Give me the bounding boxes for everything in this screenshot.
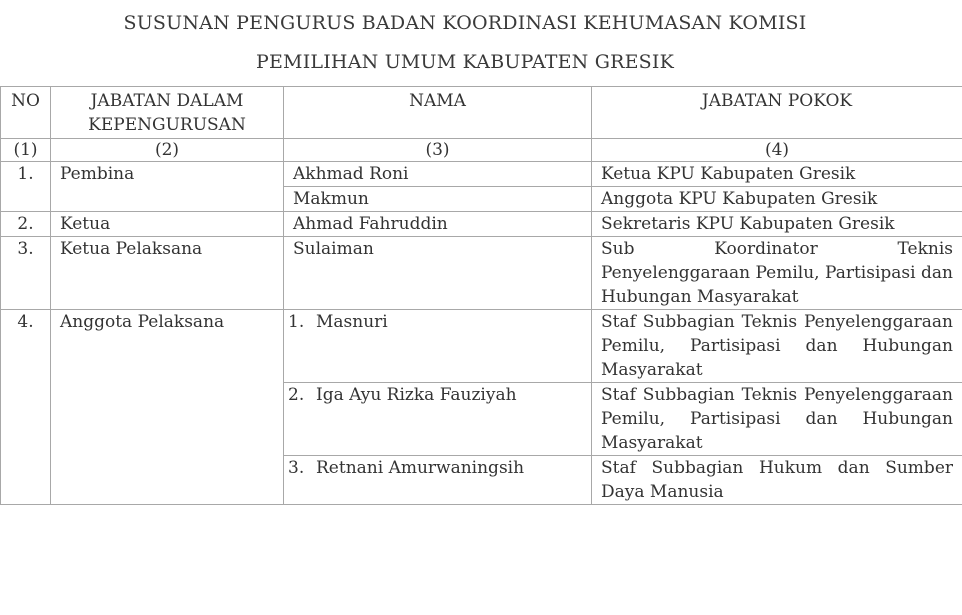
member-jabatan-pokok: Staf Subbagian Hukum dan Sumber Daya Manusia bbox=[592, 456, 962, 505]
member-name: Sulaiman bbox=[284, 237, 592, 310]
jabatan-kepengurusan: Ketua bbox=[51, 212, 284, 237]
member-jabatan-pokok: Sekretaris KPU Kabupaten Gresik bbox=[592, 212, 962, 237]
table-row bbox=[1, 212, 962, 237]
member-name: Retnani Amurwaningsih bbox=[316, 458, 525, 478]
organization-table bbox=[0, 86, 962, 505]
table-row bbox=[1, 237, 962, 310]
table-header-row bbox=[1, 87, 962, 139]
document-title-line-1: SUSUNAN PENGURUS BADAN KOORDINASI KEHUMASAN KOMISI bbox=[123, 12, 807, 34]
table-row bbox=[1, 310, 962, 383]
column-number: (4) bbox=[592, 139, 962, 162]
member-jabatan-pokok: Ketua KPU Kabupaten Gresik bbox=[592, 162, 962, 187]
table-row bbox=[1, 162, 962, 187]
member-name: Ahmad Fahruddin bbox=[284, 212, 592, 237]
column-number-row bbox=[1, 139, 962, 162]
member-index: 1. bbox=[288, 312, 305, 332]
document-title-line-2: PEMILIHAN UMUM KABUPATEN GRESIK bbox=[256, 51, 674, 73]
member-name: Akhmad Roni bbox=[284, 162, 592, 187]
header-jabatan-pokok: JABATAN POKOK bbox=[592, 87, 962, 139]
row-number: 1. bbox=[1, 162, 51, 212]
member-jabatan-pokok: Staf Subbagian Teknis Penyelenggaraan Pemilu, Partisipasi dan Hubungan Masyarakat bbox=[592, 310, 962, 383]
member-index: 2. bbox=[288, 385, 305, 405]
column-number: (2) bbox=[51, 139, 284, 162]
row-number: 3. bbox=[1, 237, 51, 310]
member-name: Masnuri bbox=[316, 312, 388, 332]
column-number: (3) bbox=[284, 139, 592, 162]
header-jabatan-kepengurusan: JABATAN DALAM KEPENGURUSAN bbox=[51, 87, 284, 139]
member-name: Makmun bbox=[284, 187, 592, 212]
jabatan-kepengurusan: Anggota Pelaksana bbox=[51, 310, 284, 505]
row-number: 2. bbox=[1, 212, 51, 237]
member-jabatan-pokok: Staf Subbagian Teknis Penyelenggaraan Pemilu, Partisipasi dan Hubungan Masyarakat bbox=[592, 383, 962, 456]
member-name-cell bbox=[284, 310, 592, 383]
member-jabatan-pokok: Anggota KPU Kabupaten Gresik bbox=[592, 187, 962, 212]
row-number: 4. bbox=[1, 310, 51, 505]
member-name: Iga Ayu Rizka Fauziyah bbox=[316, 385, 517, 405]
column-number: (1) bbox=[1, 139, 51, 162]
header-no: NO bbox=[1, 87, 51, 139]
header-nama: NAMA bbox=[284, 87, 592, 139]
member-name-cell bbox=[284, 383, 592, 456]
jabatan-kepengurusan: Ketua Pelaksana bbox=[51, 237, 284, 310]
member-index: 3. bbox=[288, 458, 305, 478]
jabatan-kepengurusan: Pembina bbox=[51, 162, 284, 212]
member-name-cell bbox=[284, 456, 592, 505]
member-jabatan-pokok: Sub Koordinator Teknis Penyelenggaraan Pemilu, Partisipasi dan Hubungan Masyarakat bbox=[592, 237, 962, 310]
